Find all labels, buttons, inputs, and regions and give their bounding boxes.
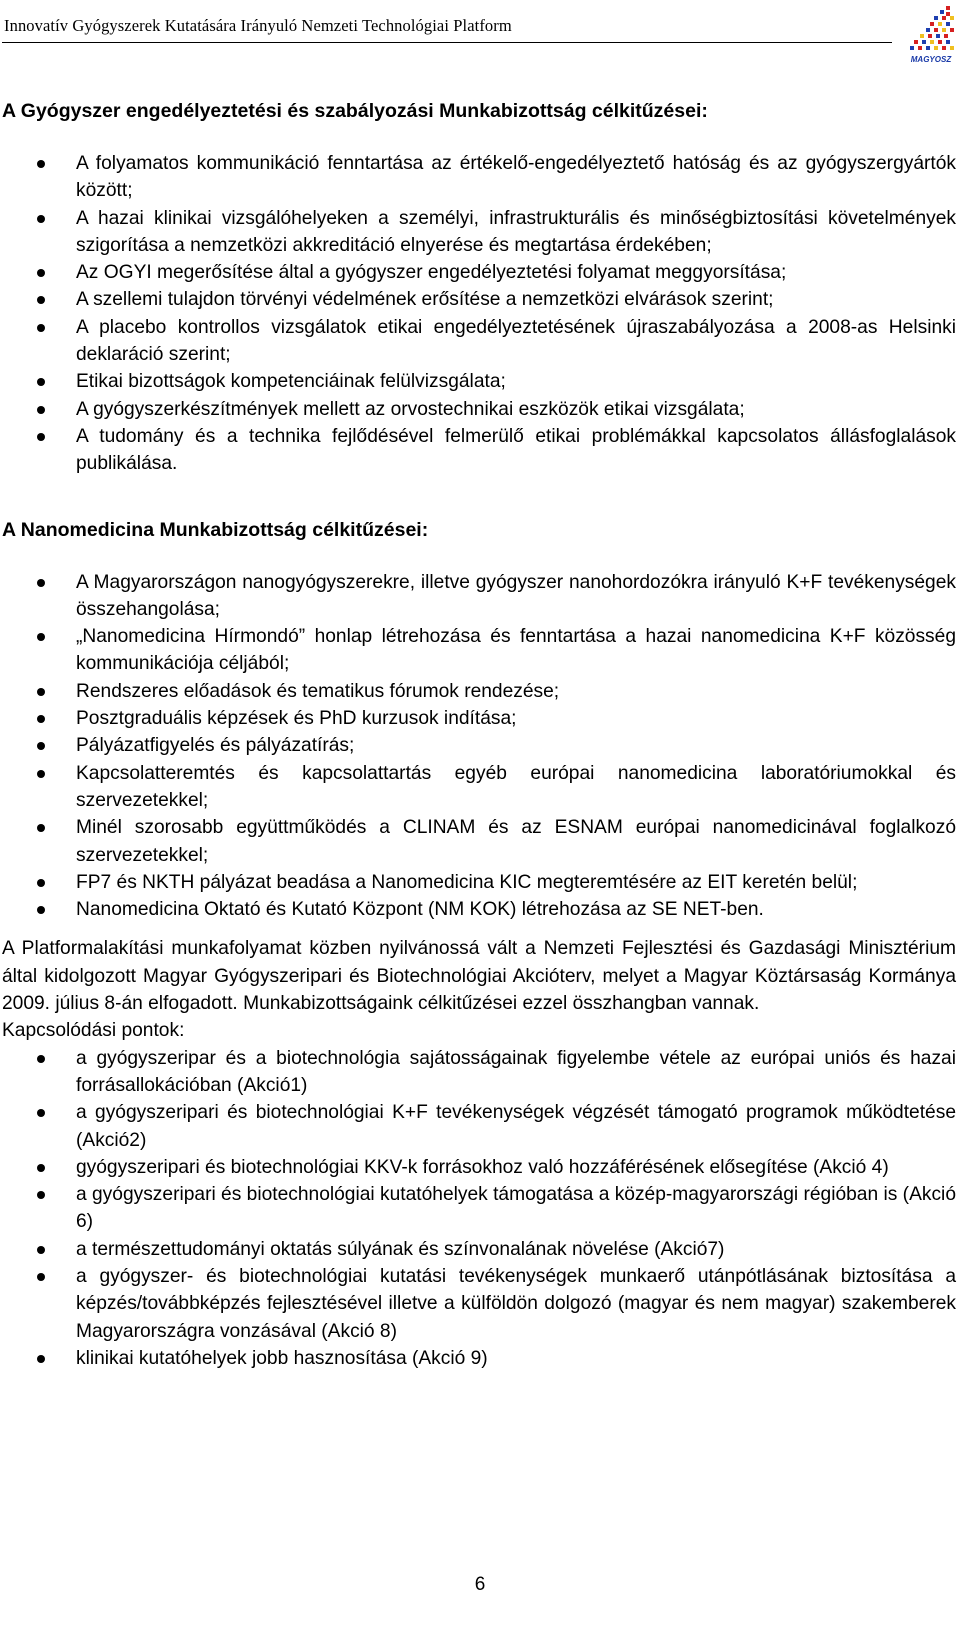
list-item: Az OGYI megerősítése által a gyógyszer engedélyeztetési folyamat meggyorsítása;	[2, 259, 956, 286]
list-item: a gyógyszeripari és biotechnológiai K+F tevékenységek végzését támogató programok működtetése (Akció2)	[2, 1099, 956, 1154]
logo-text: MAGYOSZ	[910, 55, 952, 64]
list-item: A placebo kontrollos vizsgálatok etikai engedélyeztetésének újraszabályozása a 2008-as Helsinki deklaráció szerint;	[2, 314, 956, 369]
list-item: a gyógyszer- és biotechnológiai kutatási tevékenységek munkaerő utánpótlásának biztosítása a képzés/továbbképzés fejlesztésével illetve a külföldön dolgozó (magyar és nem magyar) szakemberek Magyarországra vonzásával (Akció 8)	[2, 1263, 956, 1345]
section-title-nanomedicine: A Nanomedicina Munkabizottság célkitűzései:	[2, 518, 429, 541]
list-item: Pályázatfigyelés és pályázatírás;	[2, 732, 956, 759]
connection-points-list	[2, 1045, 956, 1373]
page-header	[0, 0, 960, 72]
list-item: gyógyszeripari és biotechnológiai KKV-k forrásokhoz való hozzáférésének elősegítése (Akció 4)	[2, 1154, 956, 1181]
section-title-regulatory: A Gyógyszer engedélyeztetési és szabályozási Munkabizottság célkitűzései:	[2, 100, 708, 122]
list-item: A szellemi tulajdon törvényi védelmének erősítése a nemzetközi elvárások szerint;	[2, 286, 956, 313]
document-body	[2, 98, 956, 1372]
nanomedicine-goals-list	[2, 569, 956, 924]
logo-icon	[906, 4, 956, 54]
list-item: Etikai bizottságok kompetenciáinak felülvizsgálata;	[2, 368, 956, 395]
list-item: Rendszeres előadások és tematikus fórumok rendezése;	[2, 678, 956, 705]
list-item: A tudomány és a technika fejlődésével felmerülő etikai problémákkal kapcsolatos állásfoglalások publikálása.	[2, 423, 956, 478]
magyosz-logo	[906, 4, 956, 62]
action-plan-paragraph: A Platformalakítási munkafolyamat közben nyilvánossá vált a Nemzeti Fejlesztési és Gazdasági Minisztérium által kidolgozott Magyar Gyógyszeripari és Biotechnológiai Akcióterv, melyet a Magyar Köztársaság Kormánya 2009. július 8-án elfogadott. Munkabizottságaink célkitűzései ezzel összhangban vannak.	[2, 938, 956, 1015]
list-item: a természettudományi oktatás súlyának és színvonalának növelése (Akció7)	[2, 1236, 956, 1263]
list-item: A hazai klinikai vizsgálóhelyeken a személyi, infrastrukturális és minőségbiztosítási követelmények szigorítása a nemzetközi akkreditáció elnyerése és megtartása érdekében;	[2, 205, 956, 260]
header-title: Innovatív Gyógyszerek Kutatására Irányuló Nemzeti Technológiai Platform	[4, 16, 512, 35]
list-item: A gyógyszerkészítmények mellett az orvostechnikai eszközök etikai vizsgálata;	[2, 396, 956, 423]
list-item: a gyógyszeripar és a biotechnológia sajátosságainak figyelembe vétele az európai uniós és hazai forrásallokációban (Akció1)	[2, 1045, 956, 1100]
list-item: a gyógyszeripari és biotechnológiai kutatóhelyek támogatása a közép-magyarországi régióban is (Akció 6)	[2, 1181, 956, 1236]
connection-points-label: Kapcsolódási pontok:	[2, 1020, 185, 1042]
list-item: klinikai kutatóhelyek jobb hasznosítása (Akció 9)	[2, 1345, 956, 1372]
list-item: A Magyarországon nanogyógyszerekre, illetve gyógyszer nanohordozókra irányuló K+F tevékenységek összehangolása;	[2, 569, 956, 624]
list-item: Kapcsolatteremtés és kapcsolattartás egyéb európai nanomedicina laboratóriumokkal és szervezetekkel;	[2, 760, 956, 815]
list-item: Posztgraduális képzések és PhD kurzusok indítása;	[2, 705, 956, 732]
list-item: Minél szorosabb együttműködés a CLINAM és az ESNAM európai nanomedicinával foglalkozó szervezetekkel;	[2, 814, 956, 869]
list-item: Nanomedicina Oktató és Kutató Központ (NM KOK) létrehozása az SE NET-ben.	[2, 896, 956, 923]
list-item: „Nanomedicina Hírmondó” honlap létrehozása és fenntartása a hazai nanomedicina K+F közösség kommunikációja céljából;	[2, 623, 956, 678]
list-item: A folyamatos kommunikáció fenntartása az értékelő-engedélyeztető hatóság és az gyógyszergyártók között;	[2, 150, 956, 205]
page-number: 6	[474, 1574, 486, 1595]
list-item: FP7 és NKTH pályázat beadása a Nanomedicina KIC megteremtésére az EIT keretén belül;	[2, 869, 956, 896]
header-divider	[2, 42, 892, 43]
regulatory-goals-list	[2, 150, 956, 478]
